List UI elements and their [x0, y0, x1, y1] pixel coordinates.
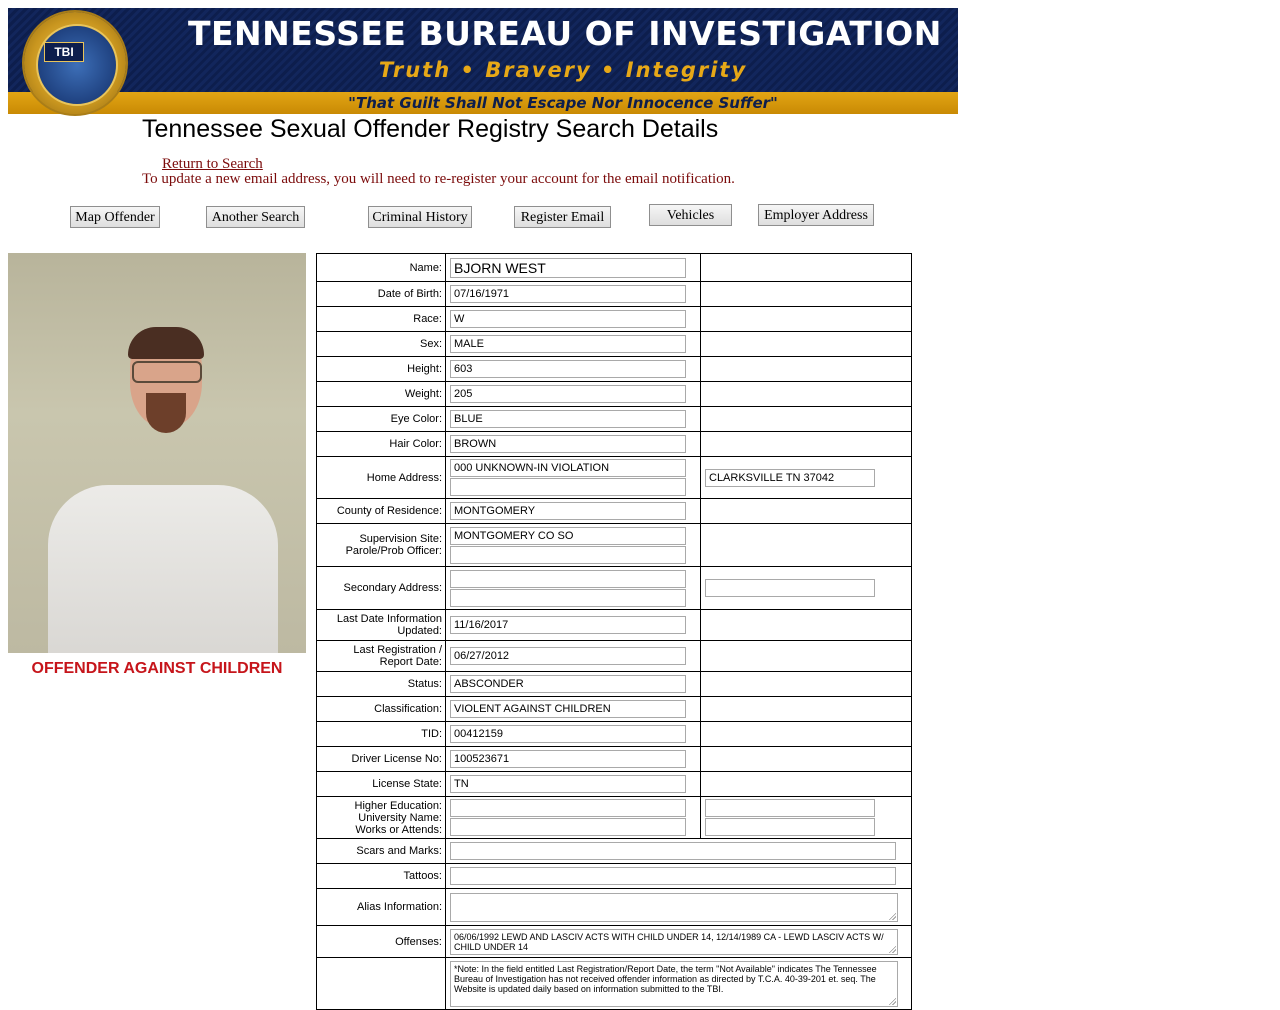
note-textarea[interactable]	[450, 961, 898, 1007]
tid-label: TID:	[317, 722, 446, 747]
alias-label: Alias Information:	[317, 889, 446, 926]
row-higher-education	[317, 797, 912, 839]
hair-color-field[interactable]: BROWN	[450, 435, 686, 453]
row-height	[317, 357, 912, 382]
height-field[interactable]: 603	[450, 360, 686, 378]
map-offender-button[interactable]: Map Offender	[70, 206, 160, 228]
row-driver-license	[317, 747, 912, 772]
note-text: *Note: In the field entitled Last Registration/Report Date, the term "Not Available" indicates The Tennessee Bureau of Investigation has not received offender information as directed by T.C.A. 40-39-201 et. seq. The Website is updated daily based on information submitted to the TBI.	[454, 963, 877, 994]
university-name-field[interactable]	[450, 799, 686, 817]
tbi-seal-logo	[24, 12, 126, 114]
eye-color-label: Eye Color:	[317, 407, 446, 432]
eye-color-field[interactable]: BLUE	[450, 410, 686, 428]
row-tid	[317, 722, 912, 747]
driver-license-field[interactable]: 100523671	[450, 750, 686, 768]
last-registration-label-2: Report Date:	[379, 656, 442, 668]
secondary-city-field[interactable]	[705, 579, 875, 597]
row-dob	[317, 282, 912, 307]
county-field[interactable]: MONTGOMERY	[450, 502, 686, 520]
weight-field[interactable]: 205	[450, 385, 686, 403]
criminal-history-button[interactable]: Criminal History	[368, 206, 472, 228]
dob-label: Date of Birth:	[317, 282, 446, 307]
status-field[interactable]: ABSCONDER	[450, 675, 686, 693]
page-title: Tennessee Sexual Offender Registry Search Details	[142, 115, 719, 143]
license-state-label: License State:	[317, 772, 446, 797]
secondary-address-line1-field[interactable]	[450, 570, 686, 588]
license-state-field[interactable]: TN	[450, 775, 686, 793]
row-supervision	[317, 524, 912, 567]
row-eye-color	[317, 407, 912, 432]
row-secondary-address	[317, 567, 912, 610]
resize-grip-icon[interactable]	[888, 997, 896, 1005]
weight-label: Weight:	[317, 382, 446, 407]
row-home-address	[317, 457, 912, 499]
row-last-updated	[317, 610, 912, 641]
row-alias	[317, 889, 912, 926]
driver-license-label: Driver License No:	[317, 747, 446, 772]
home-address-line1-field[interactable]: 000 UNKNOWN-IN VIOLATION	[450, 459, 686, 477]
supervision-site-field[interactable]: MONTGOMERY CO SO	[450, 527, 686, 545]
row-status	[317, 672, 912, 697]
last-registration-label: Last Registration /	[353, 644, 442, 656]
employer-address-button[interactable]: Employer Address	[758, 204, 874, 226]
banner-title: TENNESSEE BUREAU OF INVESTIGATION	[188, 14, 942, 53]
alias-textarea[interactable]	[450, 893, 898, 922]
hair-color-label: Hair Color:	[317, 432, 446, 457]
scars-label: Scars and Marks:	[317, 839, 446, 864]
row-scars	[317, 839, 912, 864]
offenses-text: 06/06/1992 LEWD AND LASCIV ACTS WITH CHILD UNDER 14, 12/14/1989 CA - LEWD LASCIV ACTS W/ CHILD UNDER 14	[454, 931, 884, 952]
offenses-textarea[interactable]	[450, 929, 898, 955]
name-field[interactable]: BJORN WEST	[450, 258, 686, 278]
race-label: Race:	[317, 307, 446, 332]
education-side-field-2[interactable]	[705, 818, 875, 836]
parole-officer-field[interactable]	[450, 546, 686, 564]
row-license-state	[317, 772, 912, 797]
tbi-banner	[8, 8, 958, 114]
home-address-line2-field[interactable]	[450, 478, 686, 496]
seal-inner	[36, 24, 118, 106]
row-classification	[317, 697, 912, 722]
offender-photo	[8, 253, 306, 653]
name-label: Name:	[317, 254, 446, 282]
status-label: Status:	[317, 672, 446, 697]
classification-label: Classification:	[317, 697, 446, 722]
row-weight	[317, 382, 912, 407]
parole-officer-label: Parole/Prob Officer:	[345, 545, 442, 557]
offender-details-table	[316, 253, 912, 1010]
last-registration-field[interactable]: 06/27/2012	[450, 647, 686, 665]
classification-field[interactable]: VIOLENT AGAINST CHILDREN	[450, 700, 686, 718]
row-race	[317, 307, 912, 332]
row-last-registration	[317, 641, 912, 672]
secondary-address-line2-field[interactable]	[450, 589, 686, 607]
works-attends-label: Works or Attends:	[355, 823, 442, 836]
supervision-site-label: Supervision Site:	[359, 533, 442, 545]
home-city-field[interactable]: CLARKSVILLE TN 37042	[705, 469, 875, 487]
resize-grip-icon[interactable]	[888, 912, 896, 920]
tattoos-label: Tattoos:	[317, 864, 446, 889]
vehicles-button[interactable]: Vehicles	[649, 204, 732, 226]
register-email-button[interactable]: Register Email	[514, 206, 611, 228]
sex-field[interactable]: MALE	[450, 335, 686, 353]
home-address-label: Home Address:	[317, 457, 446, 499]
last-updated-field[interactable]: 11/16/2017	[450, 616, 686, 634]
another-search-button[interactable]: Another Search	[206, 206, 305, 228]
height-label: Height:	[317, 357, 446, 382]
race-field[interactable]: W	[450, 310, 686, 328]
county-label: County of Residence:	[317, 499, 446, 524]
seal-badge-text: TBI	[44, 42, 84, 62]
row-county	[317, 499, 912, 524]
tattoos-field[interactable]	[450, 867, 896, 885]
row-tattoos	[317, 864, 912, 889]
sex-label: Sex:	[317, 332, 446, 357]
row-name	[317, 254, 912, 282]
banner-motto: Truth • Bravery • Integrity	[378, 58, 748, 82]
row-offenses	[317, 926, 912, 958]
last-updated-label-2: Updated:	[397, 625, 442, 637]
row-hair-color	[317, 432, 912, 457]
last-updated-label: Last Date Information	[336, 613, 442, 625]
dob-field[interactable]: 07/16/1971	[450, 285, 686, 303]
tid-field[interactable]: 00412159	[450, 725, 686, 743]
works-attends-field[interactable]	[450, 818, 686, 836]
row-note	[317, 958, 912, 1010]
scars-field[interactable]	[450, 842, 896, 860]
offender-classification-label: OFFENDER AGAINST CHILDREN	[31, 660, 283, 677]
offenses-label: Offenses:	[317, 926, 446, 958]
secondary-address-label: Secondary Address:	[317, 567, 446, 610]
email-update-note: To update a new email address, you will need to re-register your account for the email notification.	[142, 171, 735, 187]
row-sex	[317, 332, 912, 357]
higher-education-label: Higher Education:	[354, 799, 442, 812]
education-side-field-1[interactable]	[705, 799, 875, 817]
banner-slogan: "That Guilt Shall Not Escape Nor Innocence Suffer"	[348, 94, 778, 112]
resize-grip-icon[interactable]	[888, 945, 896, 953]
return-to-search-link[interactable]: Return to Search	[162, 156, 263, 172]
university-name-label: University Name:	[358, 811, 442, 824]
